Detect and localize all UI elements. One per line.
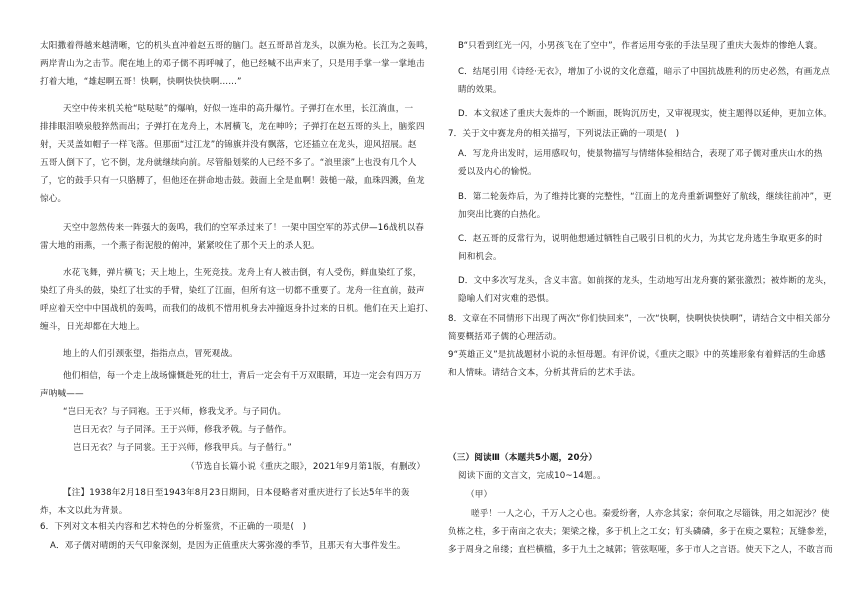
left-column-line: 了，它的鼓手只有一只胳膊了，但他还在拼命地击鼓。鼓面上全是血啊！鼓槌一敲，血珠四溅，鱼龙 bbox=[40, 176, 425, 186]
left-column-line: 排排眼泪喷泉般猝然而出；子弹打在龙舟上，木屑横飞，龙在呻吟；子弹打在赵五哥的头上，脑浆四 bbox=[40, 122, 425, 132]
right-column-line: 睛的效果。 bbox=[458, 85, 502, 95]
right-column-line: 简要概括邓子儒的心理活动。 bbox=[448, 332, 562, 342]
right-column-line: 和人情味。请结合文本，分析其背后的艺术手法。 bbox=[448, 368, 641, 378]
left-column-line: 他们相信，每一个走上战场慷慨赴死的壮士，背后一定会有千万双眼睛，耳边一定会有四万万 bbox=[63, 371, 422, 381]
left-column-line: 缠斗，日光却都在大地上。 bbox=[40, 322, 145, 332]
right-column-line: 加突出比赛的白热化。 bbox=[458, 210, 546, 220]
right-column-line: 爱以及内心的愉悦。 bbox=[458, 167, 537, 177]
left-column-line: 地上的人们引颈张望，指指点点，冒死观战。 bbox=[63, 349, 238, 359]
left-column-line: 天空中传来机关枪“哒哒哒”的爆响，好似一连串的高升爆竹。子弹打在水里，长江淌血，一 bbox=[63, 104, 414, 114]
left-column-line: 【注】1938年2月18日至1943年8月23日期间，日本侵略者对重庆进行了长达5年半的轰 bbox=[63, 488, 410, 498]
left-column-line: 打着大地，“雄起啊五哥！快啊，快啊快快快啊……” bbox=[40, 77, 242, 87]
right-column-line: 间和机会。 bbox=[458, 252, 502, 262]
left-column-line: 两岸青山为之击节。爬在地上的邓子儒不再呼喊了，他已经喊不出声来了，只是用手掌一掌一掌地击 bbox=[40, 59, 425, 69]
right-column-line: C．赵五哥的反常行为，说明他想通过牺牲自己吸引日机的火力，为其它龙舟逃生争取更多的时 bbox=[458, 234, 823, 244]
right-column-line: B．第二轮轰炸后，为了维持比赛的完整性，“江面上的龙舟重新调整好了航线，继续往前冲”，更 bbox=[458, 192, 832, 202]
left-column-line: 染红了舟头的鼓，染红了壮实的手臂，染红了江面，但所有这一切都不重要了。龙舟一往直前，鼓声 bbox=[40, 286, 425, 296]
left-column-line: 雷大地的雨燕，一个燕子衔泥般的俯冲，紧紧咬住了那个天上的杀人犯。 bbox=[40, 241, 320, 251]
right-column-line: D．本文叙述了重庆大轰炸的一个断面，既钩沉历史，又审视现实，使主题得以延伸，更加立体。 bbox=[458, 109, 833, 119]
right-column-line: D．文中多次写龙头，含义丰富。如前探的龙头，生动地写出龙舟赛的紧张激烈；被炸断的龙头， bbox=[458, 276, 833, 286]
right-column-line: 8．文章在不同情形下出现了两次“你们快回来”，一次“快啊，快啊快快快啊”，请结合文中相关部分 bbox=[448, 314, 831, 324]
left-column-line: 岂曰无衣？与子同泽。王于兴师，修我矛戟。与子偕作。 bbox=[73, 425, 292, 435]
right-column-line: （甲） bbox=[466, 490, 493, 500]
left-column-line: 炸，本文以此为背景。 bbox=[40, 506, 128, 516]
left-column-line: 太阳撒着得越来越清晰，它的机头直冲着赵五哥的脑门。赵五哥昂首龙头，以旗为枪。长江为之轰鸣， bbox=[40, 41, 434, 51]
left-column-line: 呼应着天空中中国战机的轰鸣，而我们的战机不惜用机身去冲撞返身扑过来的日机。他们在天上追打、 bbox=[40, 304, 434, 314]
right-column-line: 负栋之柱，多于南亩之农夫；架梁之椽，多于机上之工女；钉头磷磷，多于在庾之粟粒；瓦缝参差， bbox=[448, 527, 833, 537]
right-column-line: C．结尾引用《诗经·无衣》，增加了小说的文化意蕴，暗示了中国抗战胜利的历史必然，有画龙点 bbox=[458, 67, 830, 77]
left-column-line: 射，天灵盖如帽子一样飞落。但那面“过江龙”的锦旗并没有飘落，它还插立在龙头，迎风招展。赵 bbox=[40, 140, 417, 150]
left-column-line: “岂曰无衣？与子同袍。王于兴师，修我戈矛。与子同仇。 bbox=[63, 407, 287, 417]
left-column-line: 五哥人倒下了，它不倒，龙舟就继续向前。尽管船划桨的人已经不多了。“浪里滚”上也没有几个人 bbox=[40, 158, 417, 168]
right-column-line: 嗟乎！一人之心，千万人之心也。秦爱纷奢，人亦念其家；奈何取之尽锱铢，用之如泥沙？使 bbox=[471, 509, 830, 519]
left-column-line: 天空中忽然传来一阵强大的轰鸣，我们的空军杀过来了！一架中国空军的苏式伊—16战机以春 bbox=[63, 223, 424, 233]
right-column-line: 多于周身之帛缕；直栏横槛，多于九土之城郭；管弦呕哑，多于市人之言语。使天下之人，不敢言而 bbox=[448, 545, 833, 555]
left-column-line: 岂曰无衣？与子同裳。王于兴师，修我甲兵。与子偕行。” bbox=[73, 443, 292, 453]
right-column-line: 隐喻人们对灾难的恐惧。 bbox=[458, 294, 555, 304]
left-column-line: 声呐喊—— bbox=[40, 389, 84, 399]
right-column-line: 7．关于文中赛龙舟的相关描写，下列说法正确的一项是( ) bbox=[448, 129, 680, 139]
left-column-line: 6．下列对文本相关内容和艺术特色的分析鉴赏，不正确的一项是( ) bbox=[40, 522, 307, 532]
right-column-line: B“只看到红光一闪，小男孩飞在了空中”，作者运用夸张的手法呈现了重庆大轰炸的惨绝人寰。 bbox=[458, 41, 823, 51]
right-column-line: 9“英雄正义”是抗战题材小说的永恒母题。有评价说，《重庆之眼》中的英雄形象有着鲜活的生命感 bbox=[448, 350, 826, 360]
left-column-line: 惊心。 bbox=[40, 194, 67, 204]
left-column-line: （节选自长篇小说《重庆之眼》，2021年9月第1版，有删改） bbox=[186, 462, 426, 472]
left-column-line: A．邓子儒对晴朗的天气印象深刻，是因为正值重庆大雾弥漫的季节，且那天有大事件发生。 bbox=[50, 541, 406, 551]
left-column-line: 水花飞舞，弹片横飞；天上地上，生死竞技。龙舟上有人被击倒，有人受伤，鲜血染红了浆， bbox=[63, 268, 422, 278]
right-column-line: A．写龙舟出发时，运用感叹句，使景物描写与情绪体验相结合，表现了邓子儒对重庆山水的热 bbox=[458, 149, 823, 159]
right-column-line: （三）阅读Ⅲ（本题共5小题，20分） bbox=[448, 453, 598, 463]
right-column-line: 阅读下面的文言文，完成10~14题。。 bbox=[458, 471, 606, 481]
